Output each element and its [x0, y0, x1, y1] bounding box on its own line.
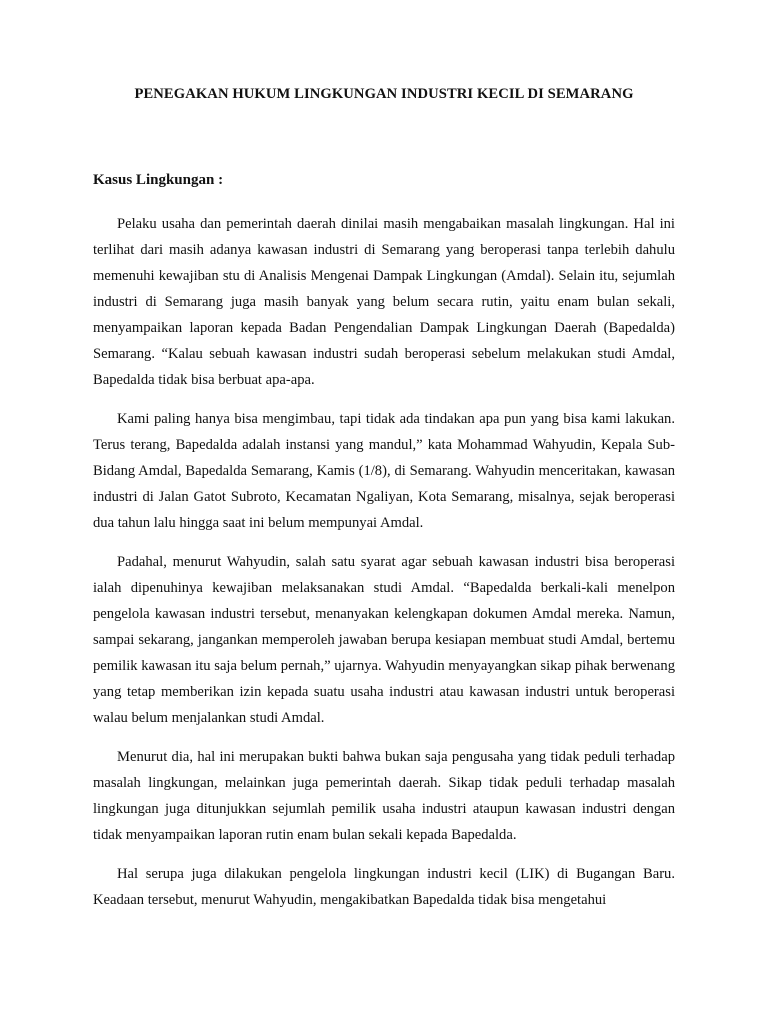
- section-heading: Kasus Lingkungan :: [93, 172, 224, 188]
- document-body: [93, 211, 675, 926]
- paragraph-2: Kami paling hanya bisa mengimbau, tapi tidak ada tindakan apa pun yang bisa kami lakukan. Terus terang, Bapedalda adalah instansi yang mandul,” kata Mohammad Wahyudin, Kepala Sub-Bidang Amdal, Bapedalda Semarang, Kamis (1/8), di Semarang. Wahyudin menceritakan, kawasan industri di Jalan Gatot Subroto, Kecamatan Ngaliyan, Kota Semarang, misalnya, sejak beroperasi dua tahun lalu hingga saat ini belum mempunyai Amdal.: [93, 411, 675, 531]
- document-title: PENEGAKAN HUKUM LINGKUNGAN INDUSTRI KECIL DI SEMARANG: [134, 86, 634, 102]
- paragraph-1: Pelaku usaha dan pemerintah daerah dinilai masih mengabaikan masalah lingkungan. Hal ini terlihat dari masih adanya kawasan industri di Semarang yang beroperasi tanpa terlebih dahulu memenuhi kewajiban stu di Analisis Mengenai Dampak Lingkungan (Amdal). Selain itu, sejumlah industri di Semarang juga masih banyak yang belum secara rutin, yaitu enam bulan sekali, menyampaikan laporan kepada Badan Pengendalian Dampak Lingkungan Daerah (Bapedalda) Semarang. “Kalau sebuah kawasan industri sudah beroperasi sebelum melakukan studi Amdal, Bapedalda tidak bisa berbuat apa-apa.: [93, 216, 675, 388]
- paragraph-4: Menurut dia, hal ini merupakan bukti bahwa bukan saja pengusaha yang tidak peduli terhadap masalah lingkungan, melainkan juga pemerintah daerah. Sikap tidak peduli terhadap masalah lingkungan juga ditunjukkan sejumlah pemilik usaha industri ataupun kawasan industri dengan tidak menyampaikan laporan rutin enam bulan sekali kepada Bapedalda.: [93, 749, 675, 843]
- paragraph-5: Hal serupa juga dilakukan pengelola lingkungan industri kecil (LIK) di Bugangan Baru. Keadaan tersebut, menurut Wahyudin, mengakibatkan Bapedalda tidak bisa mengetahui: [93, 866, 675, 908]
- paragraph-3: Padahal, menurut Wahyudin, salah satu syarat agar sebuah kawasan industri bisa beroperasi ialah dipenuhinya kewajiban melaksanakan studi Amdal. “Bapedalda berkali-kali menelpon pengelola kawasan industri tersebut, menanyakan kelengkapan dokumen Amdal mereka. Namun, sampai sekarang, jangankan memperoleh jawaban berupa kesiapan membuat studi Amdal, bertemu pemilik kawasan itu saja belum pernah,” ujarnya. Wahyudin menyayangkan sikap pihak berwenang yang tetap memberikan izin kepada suatu usaha industri atau kawasan industri untuk beroperasi walau belum menjalankan studi Amdal.: [93, 554, 675, 726]
